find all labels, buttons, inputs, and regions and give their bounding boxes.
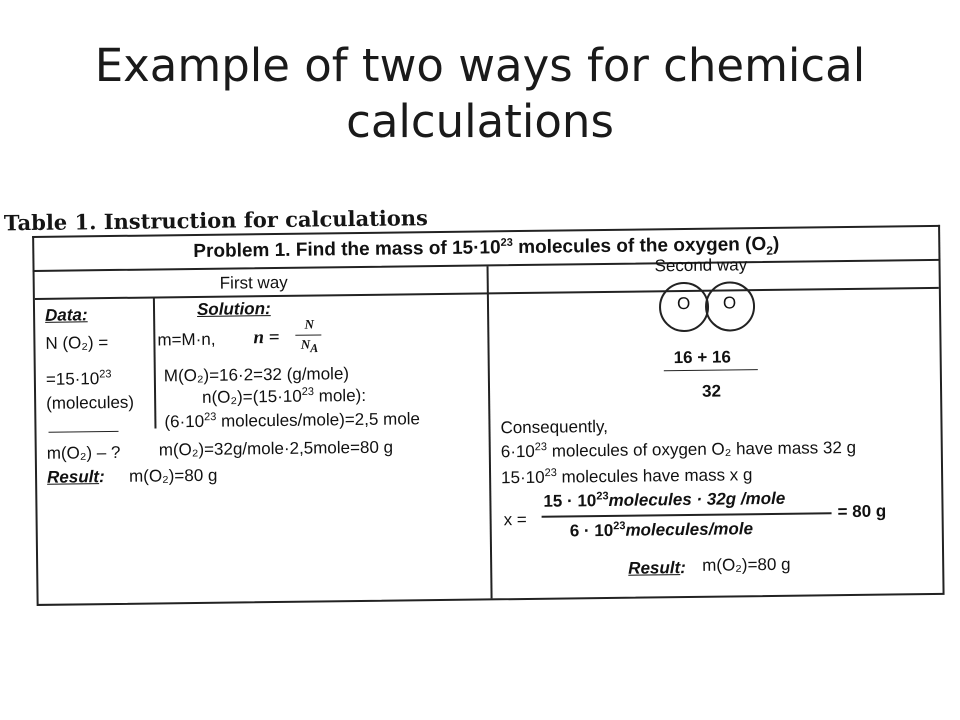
- num-a: 15 · 10: [543, 491, 597, 511]
- solution-line-1: M(O₂)=16·2=32 (g/mole): [163, 364, 350, 386]
- fact-1-b: molecules of oxygen O₂ have mass 32 g: [546, 437, 857, 461]
- fraction-denominator: [570, 519, 754, 541]
- answer: = 80 g: [837, 501, 887, 522]
- n-numerator: N: [304, 316, 314, 332]
- data-underline: [49, 431, 119, 433]
- den-exp: 23: [613, 520, 626, 533]
- data-label: Data:: [44, 305, 88, 325]
- mass-total: 32: [701, 381, 722, 401]
- solution-line-4: m(O₂)=32g/mole·2,5mole=80 g: [158, 437, 394, 460]
- second-result-label: Result: [628, 558, 681, 578]
- fact-2: [501, 465, 753, 488]
- x-equals: x =: [503, 509, 527, 530]
- second-way-result: [628, 558, 686, 579]
- value-1: =15·10: [45, 369, 100, 389]
- line-2-b: mole):: [313, 385, 367, 406]
- slide-title: Example of two ways for chemical calculations: [94, 39, 866, 148]
- problem-text-2: molecules of the oxygen (O: [512, 234, 767, 259]
- solution-line-3: [164, 409, 420, 432]
- atom-2-label: O: [722, 293, 737, 313]
- fact-2-a: 15·10: [500, 467, 545, 488]
- column-divider: [487, 266, 493, 598]
- den-b: molecules/mole: [625, 519, 754, 540]
- fact-2-exp: 23: [544, 466, 557, 480]
- data-unknown: m(O₂) – ?: [46, 442, 121, 463]
- n-den: N: [300, 336, 311, 352]
- line-2-a: n(O₂)=(15·10: [201, 386, 302, 407]
- value-1-exponent: 23: [99, 368, 112, 381]
- formula-1: m=M·n,: [157, 329, 216, 350]
- first-way-result: [47, 467, 105, 488]
- fact-1-a: 6·10: [500, 441, 535, 462]
- n-den-sub: A: [310, 341, 319, 356]
- data-n-o2: N (O₂) =: [45, 333, 109, 353]
- table-body: [33, 255, 945, 606]
- second-result-colon: :: [680, 558, 686, 578]
- fraction-numerator: [543, 489, 785, 512]
- solution-line-2: [202, 386, 366, 408]
- num-b: molecules · 32g /mole: [608, 488, 786, 510]
- n-denominator: [297, 336, 321, 356]
- problem-text: Problem 1. Find the mass of 15·10: [193, 237, 501, 263]
- problem-text-end: ): [772, 233, 780, 255]
- line-3-a: (6·10: [164, 411, 205, 432]
- solution-label: Solution:: [196, 299, 271, 319]
- first-result-label: Result: [46, 467, 100, 487]
- second-way-result-value: m(O₂)=80 g: [702, 554, 791, 575]
- num-exp: 23: [596, 490, 609, 503]
- mass-sum: 16 + 16: [673, 347, 731, 368]
- table-caption: Table 1. Instruction for calculations: [3, 205, 429, 236]
- fact-1-exp: 23: [534, 441, 548, 454]
- first-way-header: First way: [219, 272, 288, 293]
- fact-2-b: molecules have mass x g: [556, 465, 753, 487]
- data-divider: [153, 298, 157, 428]
- data-value-2: (molecules): [46, 392, 135, 413]
- data-value-1: [46, 369, 112, 390]
- scanned-table: [0, 185, 960, 617]
- line-3-exp: 23: [203, 411, 217, 424]
- sum-brace: [664, 369, 758, 371]
- n-symbol: n =: [253, 326, 280, 349]
- problem-exponent: 23: [500, 236, 513, 249]
- second-way-header: Second way: [654, 255, 748, 276]
- line-3-b: molecules/mole)=2,5 mole: [216, 409, 421, 431]
- fact-1: [501, 438, 856, 462]
- den-a: 6 · 10: [569, 520, 614, 541]
- problem-subscript: 2: [766, 243, 774, 258]
- line-2-exp: 23: [301, 385, 315, 399]
- consequently-text: Consequently,: [500, 416, 609, 438]
- fraction-bar: [542, 512, 832, 518]
- atom-1-label: O: [676, 293, 691, 314]
- first-way-result-value: m(O₂)=80 g: [128, 465, 218, 486]
- first-result-colon: :: [98, 467, 105, 487]
